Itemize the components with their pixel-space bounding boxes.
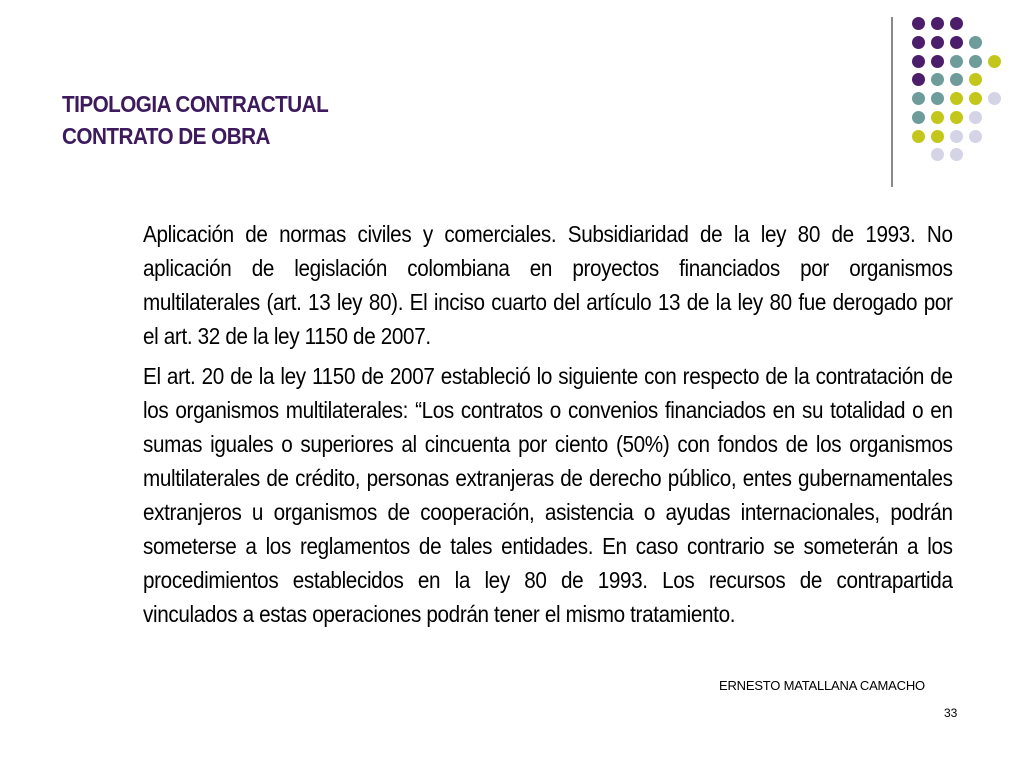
decorative-dot [912,111,925,124]
decorative-dot [931,55,944,68]
decorative-dot [912,73,925,86]
decorative-dot [969,92,982,105]
decorative-dot [931,130,944,143]
decorative-dot [912,55,925,68]
slide-body [143,217,954,637]
decorative-dot [988,92,1001,105]
decorative-dot [931,92,944,105]
decorative-dot [969,111,982,124]
page-number: 33 [944,706,958,720]
decorative-dot [969,130,982,143]
decorative-dot [950,130,963,143]
author-footer: ERNESTO MATALLANA CAMACHO [719,678,925,693]
decorative-dot [912,36,925,49]
decorative-dot [969,36,982,49]
decorative-dot [931,148,944,161]
decorative-dot [912,92,925,105]
decorative-dot [912,17,925,30]
decorative-dot [969,55,982,68]
title-line-2: CONTRATO DE OBRA [62,123,270,149]
decorative-dot [950,92,963,105]
decorative-dot [931,73,944,86]
decorative-dot [950,55,963,68]
decorative-dot [950,111,963,124]
decorative-dot [988,55,1001,68]
body-paragraph-1: Aplicación de normas civiles y comerciales. Subsidiaridad de la ley 80 de 1993. No aplicación de legislación colombiana en proyectos financiados por organismos multilaterales (art. 13 ley 80). El inciso cuarto del artículo 13 de la ley 80 fue derogado por el art. 32 de la ley 1150 de 2007. [143,221,953,349]
decorative-dot [912,130,925,143]
decorative-dot [931,17,944,30]
body-paragraph-2: El art. 20 de la ley 1150 de 2007 estableció lo siguiente con respecto de la contratación de los organismos multilaterales: “Los contratos o convenios financiados en su totalidad o en sumas iguales o superiores al cincuenta por ciento (50%) con fondos de los organismos multilaterales de crédito, personas extranjeras de derecho público, entes gubernamentales extranjeros u organismos de cooperación, asistencia o ayudas internacionales, podrán someterse a los reglamentos de tales entidades. En caso contrario se someterán a los procedimientos establecidos en la ley 80 de 1993. Los recursos de contrapartida vinculados a estas operaciones podrán tener el mismo tratamiento. [143,363,953,627]
decorative-dot [969,73,982,86]
decorative-dot [931,111,944,124]
title-line-1: TIPOLOGIA CONTRACTUAL [62,91,329,117]
decorative-dot [950,148,963,161]
decorative-dot [950,17,963,30]
decorative-dot [950,36,963,49]
decorative-dot [950,73,963,86]
decorative-dot [931,36,944,49]
